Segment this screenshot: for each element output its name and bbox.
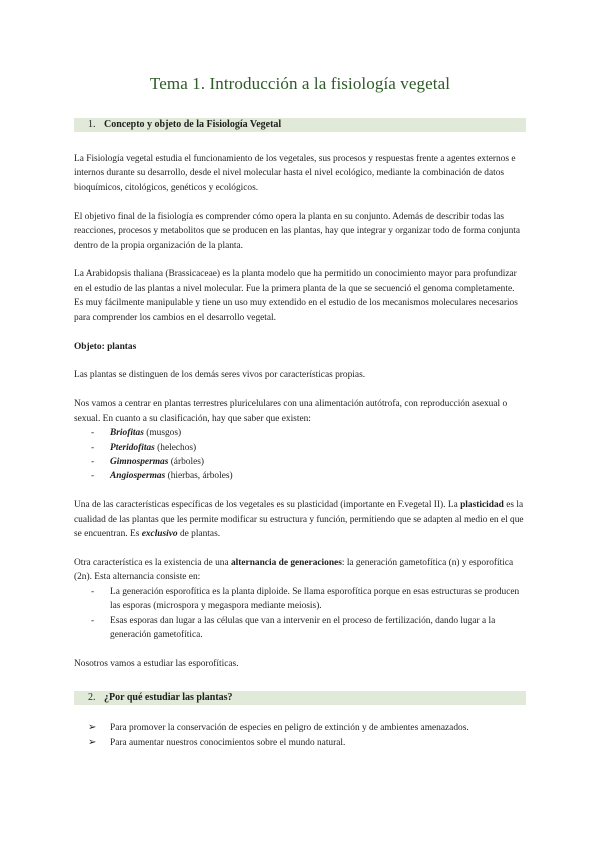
arrow-bullet-icon: ➢ <box>88 722 97 734</box>
section-2-heading <box>74 691 526 705</box>
list-item: - Briofitas (musgos) <box>91 428 182 439</box>
list-item: ➢ Para aumentar nuestros conocimientos sobre el mundo natural. <box>74 736 526 750</box>
list-item: - Gimnospermas (árboles) <box>91 457 205 467</box>
arrow-bullet-icon: ➢ <box>88 736 97 748</box>
section-2-number: 2. <box>88 692 96 704</box>
page-title: Tema 1. Introducción a la fisiología vegetal <box>149 74 451 93</box>
list-item: - Esas esporas dan lugar a las células que van a intervenir en el proceso de fertilización, dando lugar a la generación gametofítica. <box>91 615 496 641</box>
list-item: - La generación esporofítica es la planta diploide. Se llama esporofítica porque en esas estructuras se producen las esporas (microspora y megaspora mediante meiosis). <box>91 586 520 612</box>
section-1-heading <box>74 118 526 132</box>
paragraph-definition: La Fisiología vegetal estudia el funcionamiento de los vegetales, sus procesos y respuestas frente a agentes externos e internos durante su desarrollo, desde el nivel molecular hasta el nivel ecológico, mediante la combinación de datos bioquímicos, citológicos, genéticos y ecológicos. <box>74 154 516 193</box>
reasons-list <box>74 721 526 750</box>
paragraph-objective: El objetivo final de la fisiología es comprender cómo opera la planta en su conjunto. Además de describir todas las reacciones, procesos y metabolitos que se producen en las plantas, hay que integrar y organizar todo de forma conjunta dentro de la propia organización de la planta. <box>74 211 521 251</box>
section-1-number: 1. <box>88 119 96 130</box>
classification-list <box>74 426 526 484</box>
section-2-heading-text: ¿Por qué estudiar las plantas? <box>104 692 233 704</box>
paragraph-focus: Nos vamos a centrar en plantas terrestres pluricelulares con una alimentación autótrofa, con reproducción asexual o sexual. En cuanto a su clasificación, hay que saber que existen: <box>74 399 508 424</box>
paragraph-distinguish: Las plantas se distinguen de los demás seres vivos por características propias. <box>74 370 366 381</box>
paragraph-study: Nosotros vamos a estudiar las esporofíticas. <box>74 658 239 669</box>
list-item: ➢ Para promover la conservación de especies en peligro de extinción y de ambientes amenazados. <box>74 721 526 735</box>
alternation-list <box>74 585 526 643</box>
list-item: - Pteridofitas (helechos) <box>91 442 197 453</box>
object-subheading: Objeto: plantas <box>74 341 137 352</box>
list-item: - Angiospermas (hierbas, árboles) <box>91 471 233 482</box>
paragraph-arabidopsis: La Arabidopsis thaliana (Brassicaceae) es la planta modelo que ha permitido un conocimiento mayor para profundizar en el estudio de las plantas a nivel molecular. Fue la primera planta de la que se secuenció el genoma completamente. Es muy fácilmente manipulable y tiene un uso muy extendido en el estudio de los mecanismos moleculares necesarios para comprender los cambios en el desarrollo vegetal. <box>74 269 518 323</box>
paragraph-plasticity: Una de las características específicas de los vegetales es su plasticidad (importante en F.vegetal II). La plasticidad es la cualidad de las plantas que les permite modificar su estructura y función, permitiendo que se adapten al medio en el que se encuentran. Es exclusivo de plantas. <box>74 500 524 540</box>
paragraph-alternation: Otra característica es la existencia de una alternancia de generaciones: la generación gametofítica (n) y esporofítica (2n). Esta alternancia consiste en: <box>74 558 514 583</box>
section-1-heading-text: Concepto y objeto de la Fisiología Vegetal <box>104 119 282 130</box>
